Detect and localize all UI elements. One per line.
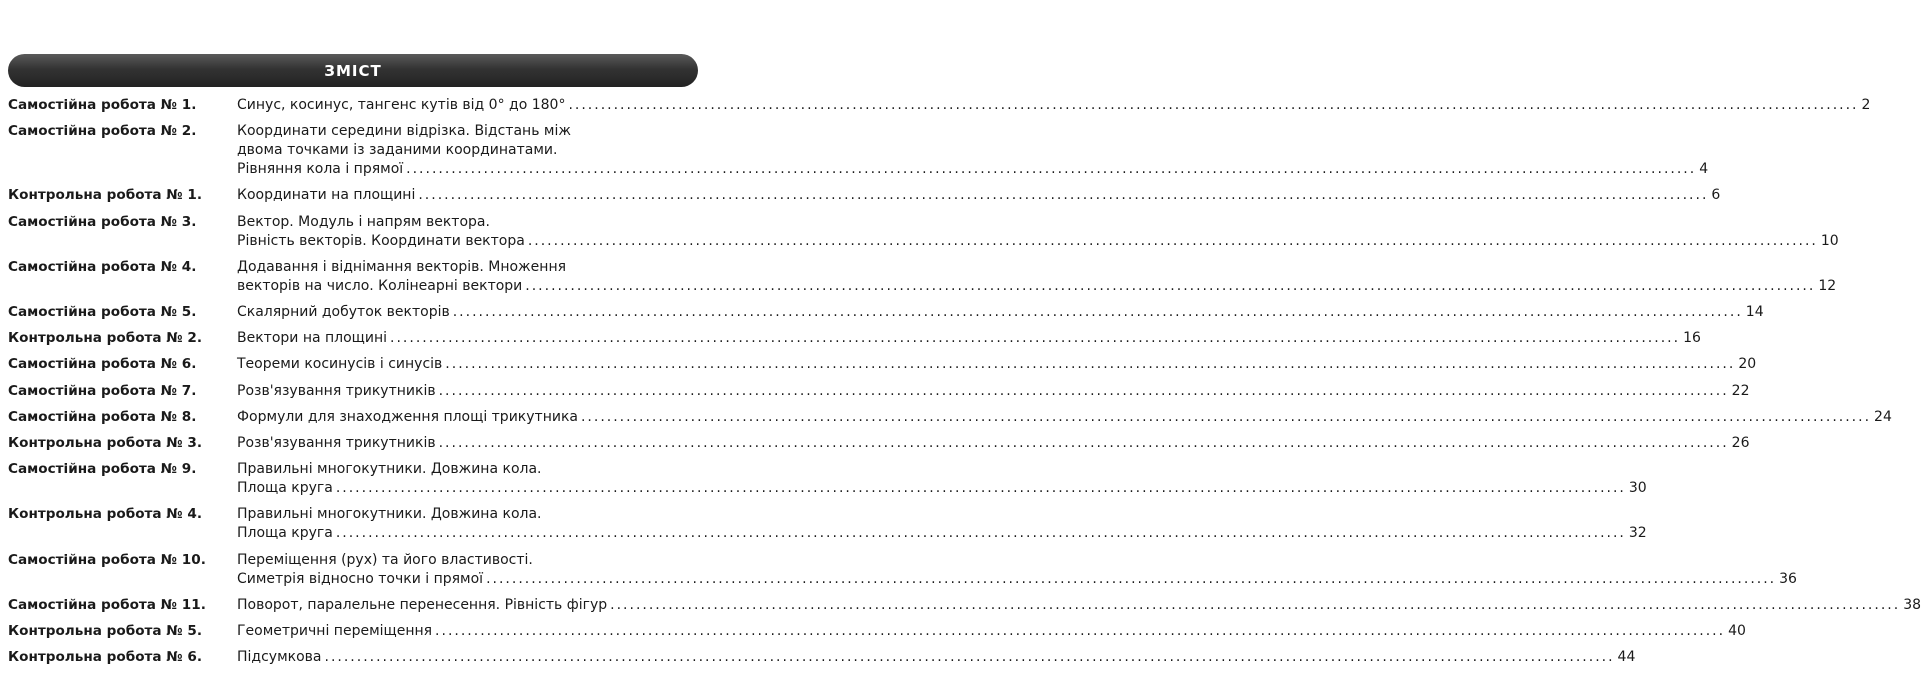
dot-leader: ........................................................................................................................................................................................................ xyxy=(435,623,1726,639)
toc-entry-page-number: 4 xyxy=(1699,161,1709,178)
toc-entry-last-line xyxy=(237,329,1701,348)
toc-entry-last-line xyxy=(237,96,1871,115)
toc-entry-page-number: 6 xyxy=(1711,187,1721,204)
toc-entry-title-line: Скалярний добуток векторів xyxy=(237,304,450,320)
toc-entry-last-line xyxy=(237,277,1837,296)
toc-entry-title-line: Вектори на площині xyxy=(237,330,388,347)
toc-entry-title-line: Формули для знаходження площі трикутника xyxy=(237,408,578,425)
toc-entry-title xyxy=(237,460,1647,498)
toc-entry-page-number: 44 xyxy=(1617,649,1636,666)
toc-entry-label: Контрольна робота № 5. xyxy=(8,623,203,639)
toc-entry-page-number: 38 xyxy=(1903,596,1921,613)
toc-entry-title xyxy=(237,355,1757,374)
toc-entry-page-number: 16 xyxy=(1683,330,1701,347)
dot-leader: ........................................................................................................................................................................................................ xyxy=(335,480,1626,497)
toc-entry-title-line: Переміщення (рух) та його властивості. xyxy=(237,551,533,568)
toc-entry-title-line: Координати середини відрізка. Відстань між xyxy=(237,123,571,140)
dot-leader: ........................................................................................................................................................................................................ xyxy=(486,570,1777,587)
toc-entry-title xyxy=(237,258,1837,296)
toc-entry-title xyxy=(237,505,1647,543)
toc-entry-last-line xyxy=(237,434,1750,453)
toc-entry-title xyxy=(237,622,1746,641)
toc-entry-title-line: Розв'язування трикутників xyxy=(237,382,436,399)
toc-entry-page-number: 14 xyxy=(1745,304,1764,320)
toc-entry-title-line: Геометричні переміщення xyxy=(237,623,433,639)
toc-entry-title xyxy=(237,434,1750,453)
toc-entry-last-line xyxy=(237,596,1921,615)
toc-entry-label: Самостійна робота № 6. xyxy=(8,356,197,373)
toc-entry-title xyxy=(237,122,1709,179)
toc-entry-last-line xyxy=(237,479,1647,498)
toc-entry-label: Контрольна робота № 2. xyxy=(8,330,203,347)
toc-entry-page-number: 30 xyxy=(1628,480,1647,497)
toc-entry-page-number: 12 xyxy=(1818,277,1837,294)
toc-entry-label: Самостійна робота № 10. xyxy=(8,551,206,568)
toc-entry-label: Самостійна робота № 2. xyxy=(8,123,197,140)
toc-entry-page-number: 22 xyxy=(1731,382,1750,399)
toc-entry-title-line: двома точками із заданими координатами. xyxy=(237,142,558,159)
toc-entry-last-line xyxy=(237,622,1746,641)
toc-entry-last-line xyxy=(237,648,1636,667)
toc-entry-label: Самостійна робота № 11. xyxy=(8,596,206,613)
toc-entry-last-line xyxy=(237,408,1892,427)
toc-entry-page-number: 2 xyxy=(1861,97,1871,113)
dot-leader: ........................................................................................................................................................................................................ xyxy=(452,304,1743,320)
toc-entry-title xyxy=(237,186,1721,205)
toc-entry-title-line: Поворот, паралельне перенесення. Рівність фігур xyxy=(237,596,608,613)
toc-entry-page-number: 40 xyxy=(1728,623,1746,639)
toc-entry-page-number: 32 xyxy=(1628,525,1647,542)
toc-entry-label: Контрольна робота № 3. xyxy=(8,435,203,451)
toc-entry-title xyxy=(237,596,1921,615)
toc-entry-title-line: Площа круга xyxy=(237,525,333,542)
dot-leader: ........................................................................................................................................................................................................ xyxy=(324,649,1615,666)
toc-entry-title xyxy=(237,382,1750,401)
toc-entry-page-number: 10 xyxy=(1820,232,1839,249)
toc-entry-title xyxy=(237,303,1764,322)
toc-entry-last-line xyxy=(237,524,1647,543)
toc-entry-last-line xyxy=(237,232,1839,251)
toc-entry-title xyxy=(237,329,1701,348)
toc-entry-last-line xyxy=(237,186,1721,205)
toc-entry-page-number: 36 xyxy=(1779,570,1797,587)
toc-entry-page-number: 26 xyxy=(1731,435,1750,451)
dot-leader: ........................................................................................................................................................................................................ xyxy=(525,277,1816,294)
toc-entry-title-line: Підсумкова xyxy=(237,649,322,666)
dot-leader: ........................................................................................................................................................................................................ xyxy=(438,382,1729,399)
toc-entry-title-line: Вектор. Модуль і напрям вектора. xyxy=(237,213,490,230)
toc-entry-title-line: Правильні многокутники. Довжина кола. xyxy=(237,506,542,523)
dot-leader: ........................................................................................................................................................................................................ xyxy=(335,525,1626,542)
dot-leader: ........................................................................................................................................................................................................ xyxy=(580,408,1872,425)
contents-title: ЗМІСТ xyxy=(324,61,382,80)
toc-entry-label: Самостійна робота № 4. xyxy=(8,258,197,275)
toc-entry-title-line: Координати на площині xyxy=(237,187,416,204)
toc-entry-label: Самостійна робота № 9. xyxy=(8,461,197,478)
toc-entry-title-line: Площа круга xyxy=(237,480,333,497)
toc-entry-label: Самостійна робота № 8. xyxy=(8,408,197,425)
toc-entry-label: Самостійна робота № 7. xyxy=(8,382,197,399)
toc-entry-label: Самостійна робота № 3. xyxy=(8,213,197,230)
dot-leader: ........................................................................................................................................................................................................ xyxy=(438,435,1729,451)
dot-leader: ........................................................................................................................................................................................................ xyxy=(568,97,1859,113)
dot-leader: ........................................................................................................................................................................................................ xyxy=(527,232,1818,249)
toc-entry-last-line xyxy=(237,570,1797,589)
toc-entry-title xyxy=(237,213,1839,251)
toc-entry-title-line: векторів на число. Колінеарні вектори xyxy=(237,277,523,294)
dot-leader: ........................................................................................................................................................................................................ xyxy=(610,596,1901,613)
toc-entry-last-line xyxy=(237,355,1757,374)
toc-entry-title-line: Правильні многокутники. Довжина кола. xyxy=(237,461,542,478)
dot-leader: ........................................................................................................................................................................................................ xyxy=(418,187,1709,204)
toc-entry-title-line: Рівність векторів. Координати вектора xyxy=(237,232,525,249)
toc-entry-page-number: 24 xyxy=(1874,408,1892,425)
toc-entry-last-line xyxy=(237,160,1709,179)
toc-entry-title xyxy=(237,551,1797,589)
toc-entry-title-line: Синус, косинус, тангенс кутів від 0° до 180° xyxy=(237,97,566,113)
toc-entry-label: Самостійна робота № 1. xyxy=(8,97,197,113)
toc-entry-title-line: Теореми косинусів і синусів xyxy=(237,356,443,373)
dot-leader: ........................................................................................................................................................................................................ xyxy=(445,356,1736,373)
toc-entry-title xyxy=(237,96,1871,115)
toc-entry-title-line: Рівняння кола і прямої xyxy=(237,161,404,178)
toc-entry-label: Контрольна робота № 4. xyxy=(8,506,203,523)
toc-entry-title xyxy=(237,408,1892,427)
contents-header-bar xyxy=(8,54,698,87)
toc-entry-last-line xyxy=(237,303,1764,322)
toc-entry-title-line: Розв'язування трикутників xyxy=(237,435,436,451)
toc-entry-label: Контрольна робота № 1. xyxy=(8,187,203,204)
toc-entry-title-line: Симетрія відносно точки і прямої xyxy=(237,570,484,587)
toc-entry-title xyxy=(237,648,1636,667)
toc-entry-title-line: Додавання і віднімання векторів. Множення xyxy=(237,258,567,275)
toc-entry-label: Самостійна робота № 5. xyxy=(8,304,197,320)
dot-leader: ........................................................................................................................................................................................................ xyxy=(406,161,1697,178)
toc-entry-last-line xyxy=(237,382,1750,401)
dot-leader: ........................................................................................................................................................................................................ xyxy=(390,330,1681,347)
toc-entry-page-number: 20 xyxy=(1738,356,1757,373)
toc-entry-label: Контрольна робота № 6. xyxy=(8,649,203,666)
